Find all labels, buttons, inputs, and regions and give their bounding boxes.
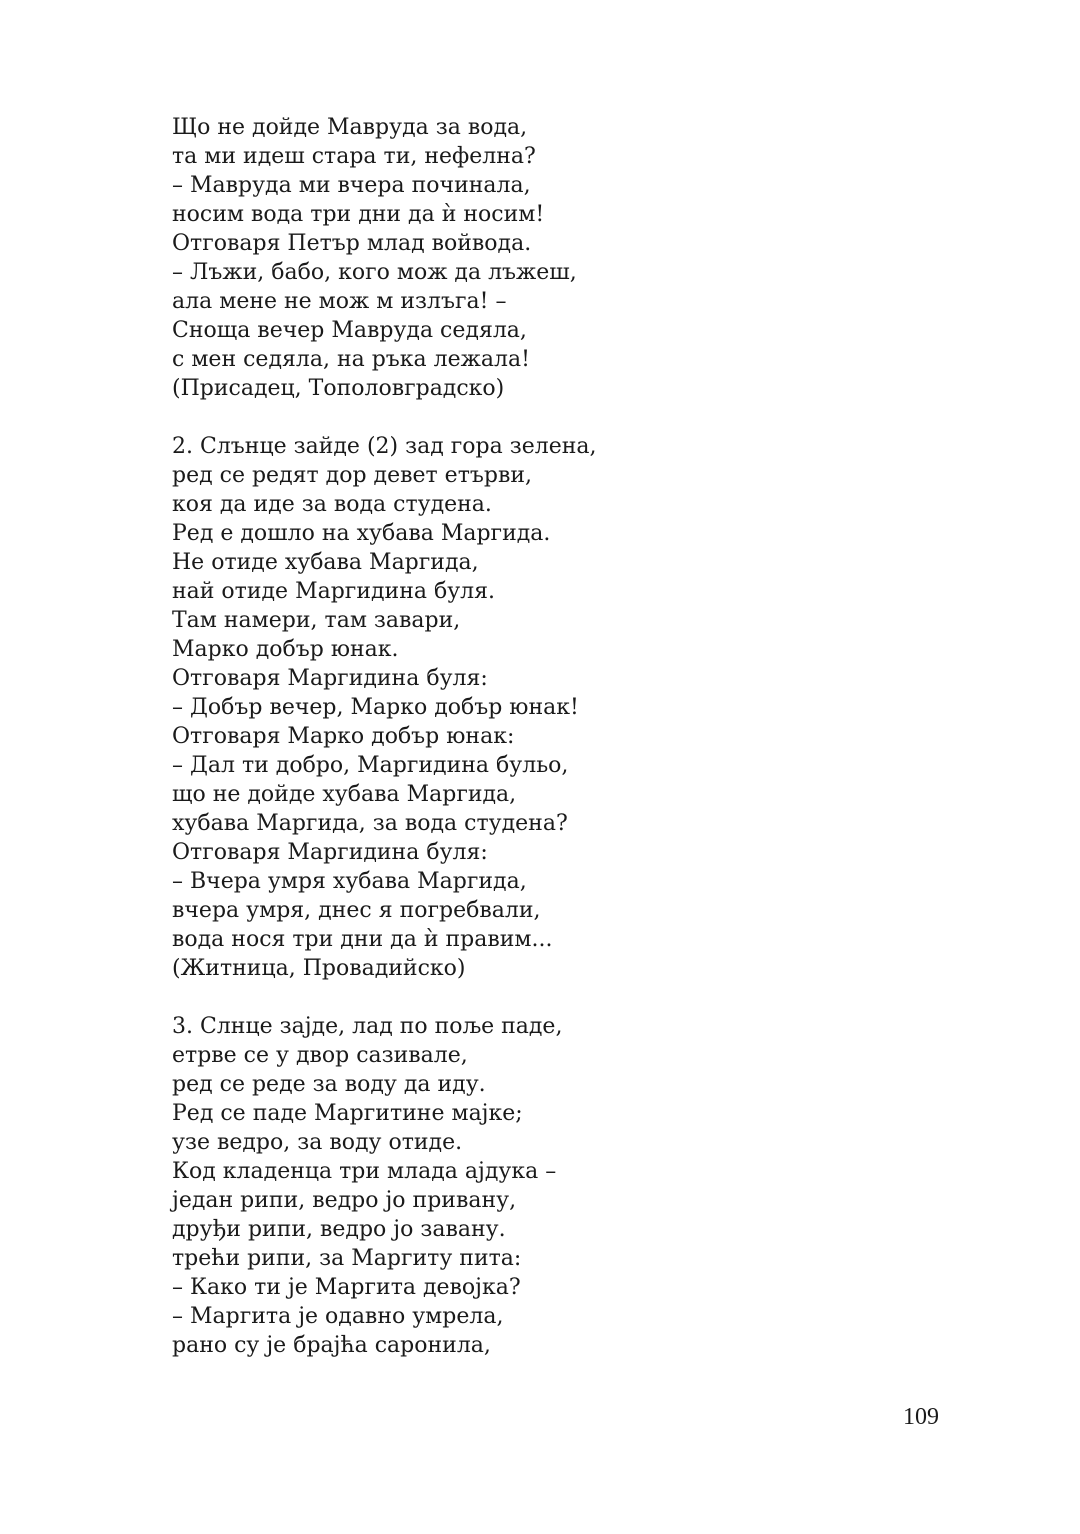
verse-line: носим вода три дни да ѝ носим! [172,202,545,227]
verse-line: узе ведро, за воду отиде. [172,1130,463,1155]
verse-line: Ред е дошло на хубава Маргида. [172,521,551,546]
verse-line: један рипи, ведро јо привану, [172,1188,517,1213]
verse-line: Ред се паде Маргитине мајке; [172,1101,523,1126]
verse-line: Що не дойде Мавруда за вода, [172,115,528,140]
verse-line: друђи рипи, ведро јо завану. [172,1217,506,1242]
verse-line: с мен седяла, на ръка лежала! [172,347,530,372]
verse-line: Отговаря Петър млад войвода. [172,231,532,256]
verse-line: – Вчера умря хубава Маргида, [172,869,527,894]
poem-text [172,113,892,1360]
verse-line: Отговаря Марко добър юнак: [172,724,515,749]
verse-line: – Како ти је Маргита девојка? [172,1275,521,1300]
source-attribution: (Присадец, Тополовградско) [172,376,505,401]
verse-line: трећи рипи, за Маргиту пита: [172,1246,522,1271]
verse-line: та ми идеш стара ти, нефелна? [172,144,536,169]
verse-line: 3. Слнце зајде, лад по поље паде, [172,1014,563,1039]
verse-line: Не отиде хубава Маргида, [172,550,479,575]
verse-line: що не дойде хубава Маргида, [172,782,517,807]
verse-line: ред се реде за воду да иду. [172,1072,486,1097]
stanza-2 [172,432,892,983]
verse-line: хубава Маргида, за вода студена? [172,811,568,836]
verse-line: – Лъжи, бабо, кого мож да лъжеш, [172,260,577,285]
verse-line: Марко добър юнак. [172,637,399,662]
verse-line: ред се редят дор девет етърви, [172,463,532,488]
verse-line: – Мавруда ми вчера починала, [172,173,531,198]
stanza-1 [172,113,892,403]
verse-line: Там намери, там завари, [172,608,461,633]
verse-line: – Добър вечер, Марко добър юнак! [172,695,579,720]
verse-line: Отговаря Маргидина буля: [172,840,488,865]
verse-line: Сноща вечер Мавруда седяла, [172,318,527,343]
verse-line: вода нося три дни да ѝ правим... [172,927,553,952]
verse-line: Код кладенца три млада ајдука – [172,1159,557,1184]
source-attribution: (Житница, Провадийско) [172,956,466,981]
page-number: 109 [903,1404,939,1430]
stanza-3 [172,1012,892,1360]
verse-line: най отиде Маргидина буля. [172,579,496,604]
verse-line: етрве се у двор сазивале, [172,1043,468,1068]
verse-line: коя да иде за вода студена. [172,492,492,517]
verse-line: 2. Слънце зайде (2) зад гора зелена, [172,434,597,459]
verse-line: – Маргита је одавно умрела, [172,1304,504,1329]
verse-line: Отговаря Маргидина буля: [172,666,488,691]
verse-line: ала мене не мож м излъга! – [172,289,507,314]
verse-line: – Дал ти добро, Маргидина бульо, [172,753,569,778]
verse-line: рано су је брајћа саронила, [172,1333,491,1358]
verse-line: вчера умря, днес я погребвали, [172,898,541,923]
